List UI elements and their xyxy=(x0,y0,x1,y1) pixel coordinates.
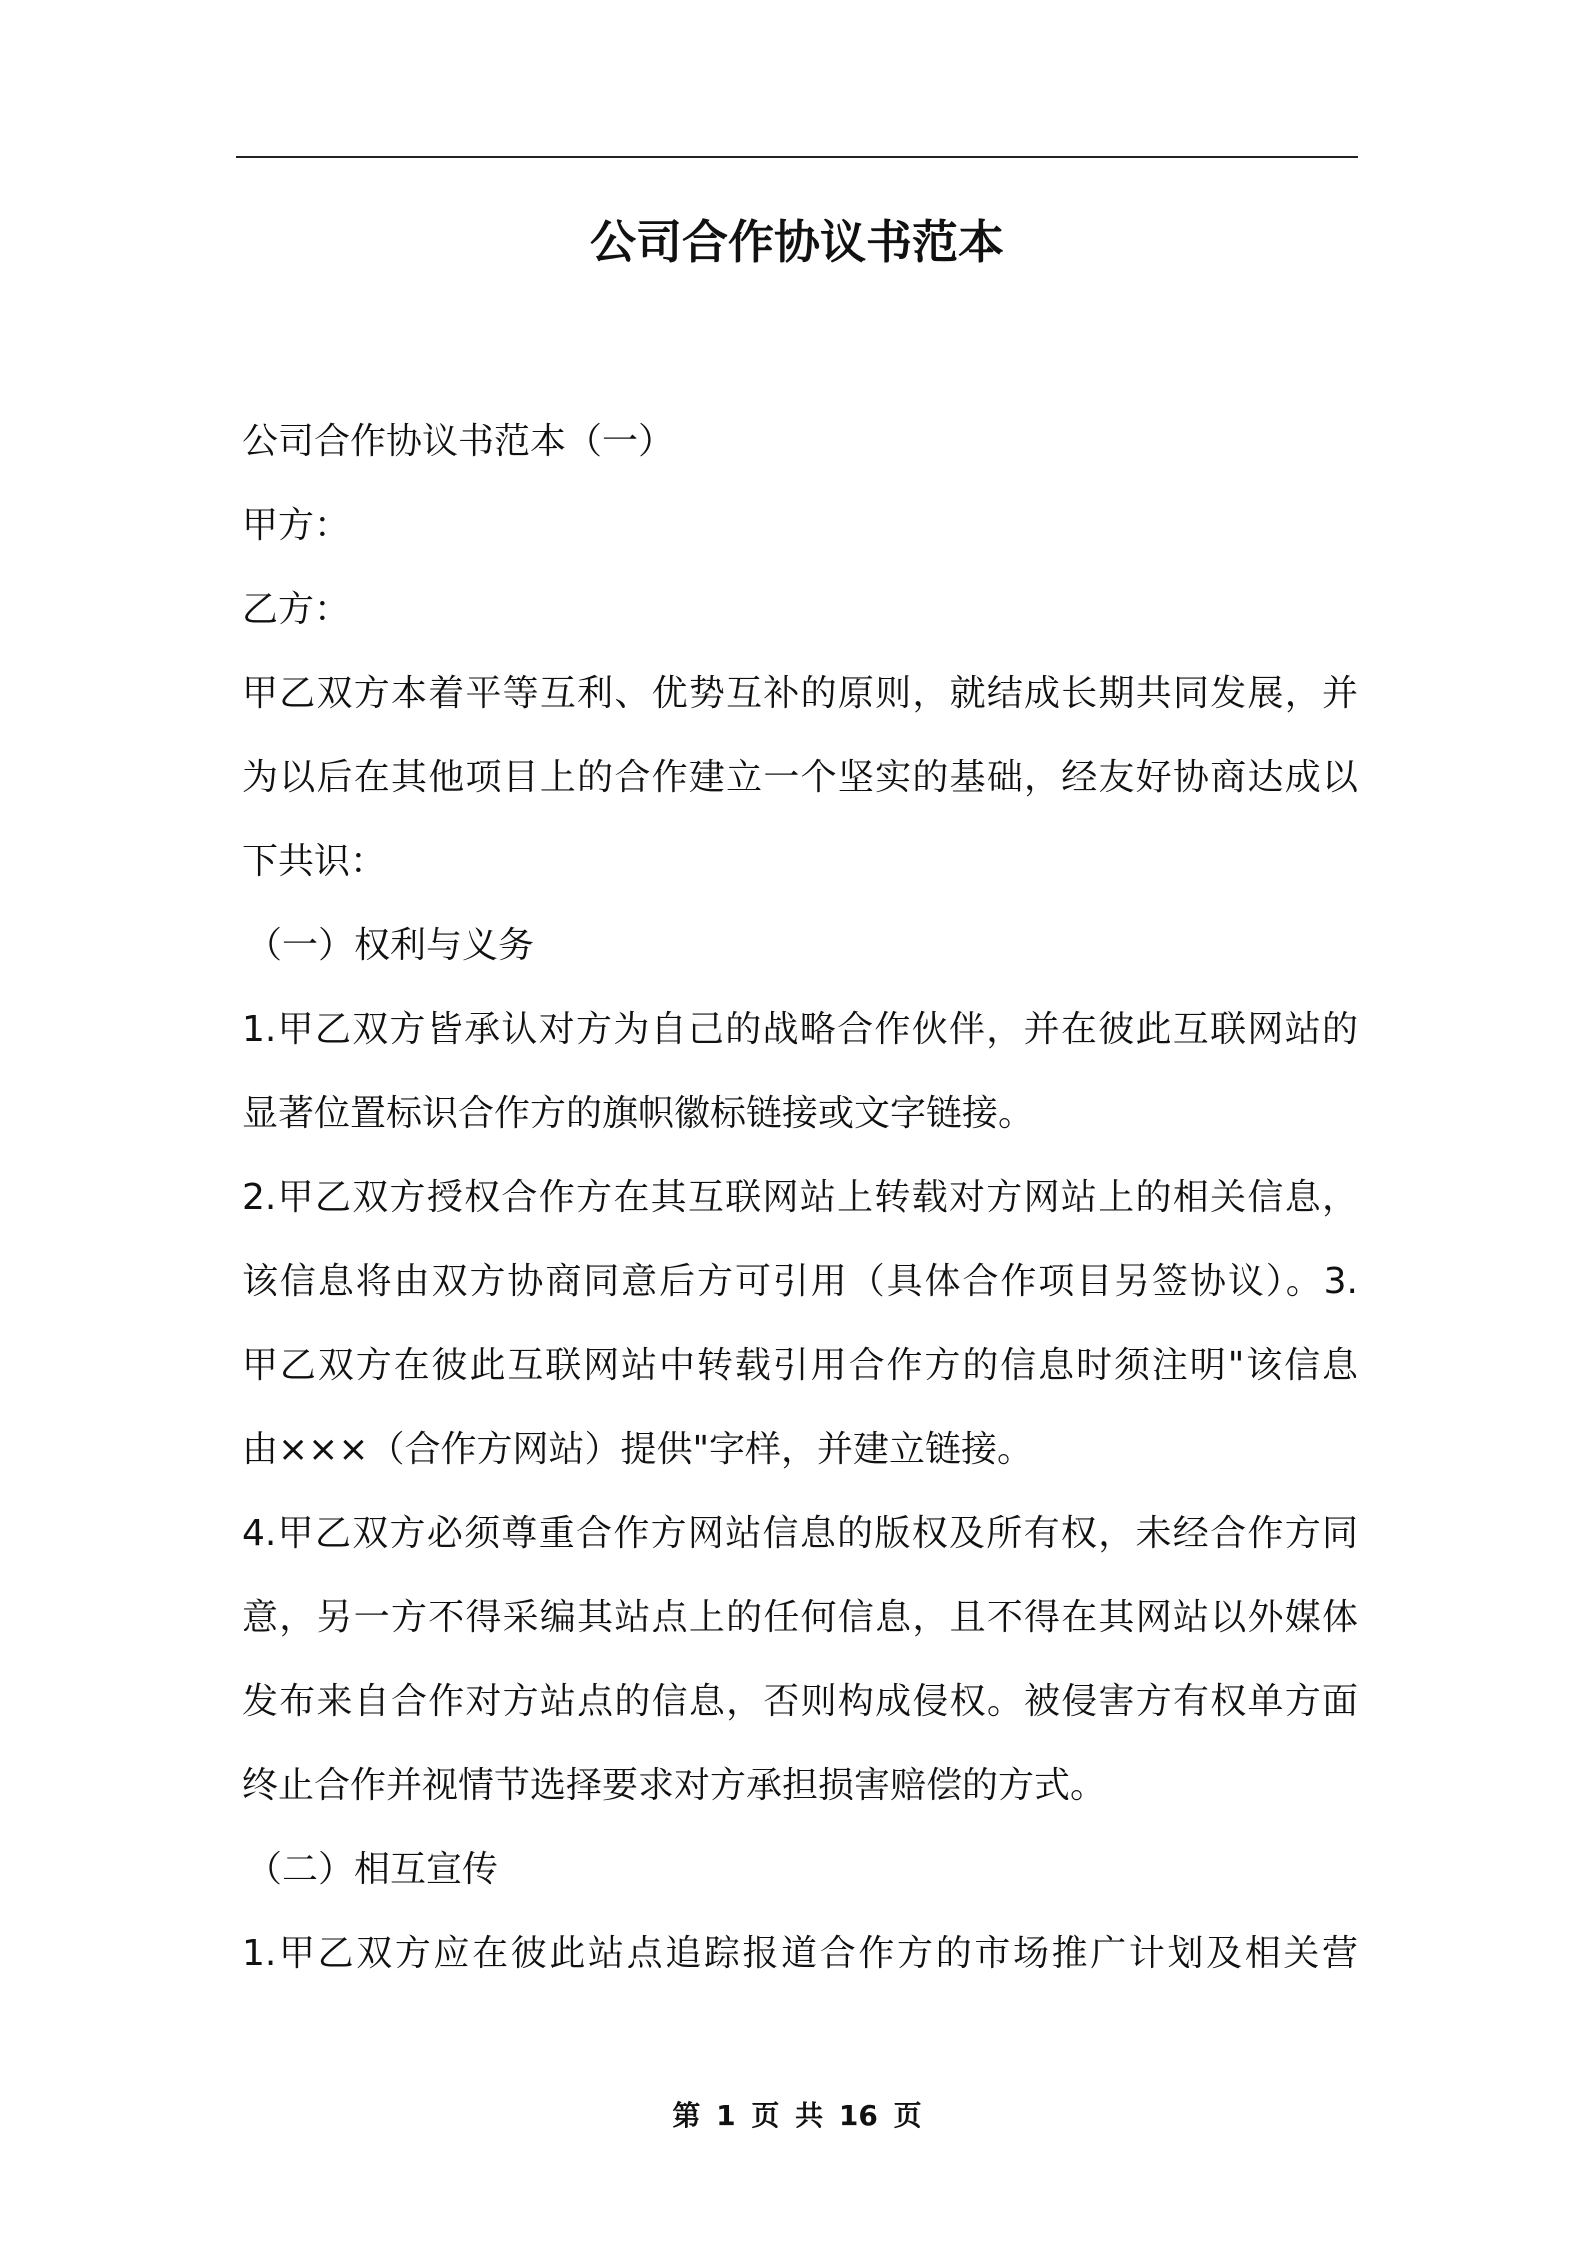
party-a-line: 甲方： xyxy=(242,505,351,546)
paragraph-line: 发布来自合作对方站点的信息，否则构成侵权。被侵害方有权单方面 xyxy=(242,1681,1358,1722)
paragraph-line: 1.甲乙双方应在彼此站点追踪报道合作方的市场推广计划及相关营 xyxy=(242,1933,1358,1974)
paragraph-line: 4.甲乙双方必须尊重合作方网站信息的版权及所有权，未经合作方同 xyxy=(242,1513,1358,1554)
section-heading-sample-one: 公司合作协议书范本（一） xyxy=(242,421,675,462)
paragraph-line: 甲乙双方本着平等互利、优势互补的原则，就结成长期共同发展，并 xyxy=(242,673,1358,714)
paragraph-line: 显著位置标识合作方的旗帜徽标链接或文字链接。 xyxy=(242,1093,1035,1134)
party-b-line: 乙方： xyxy=(242,589,351,630)
paragraph-line: 由×××（合作方网站）提供"字样，并建立链接。 xyxy=(242,1429,1034,1470)
paragraph-line: 下共识： xyxy=(242,841,387,882)
paragraph-line: 1.甲乙双方皆承认对方为自己的战略合作伙伴，并在彼此互联网站的 xyxy=(242,1009,1358,1050)
paragraph-line: 为以后在其他项目上的合作建立一个坚实的基础，经友好协商达成以 xyxy=(242,757,1358,798)
page-number-footer: 第 1 页 共 16 页 xyxy=(672,2099,922,2132)
paragraph-line: 该信息将由双方协商同意后方可引用（具体合作项目另签协议）。3. xyxy=(242,1261,1358,1302)
section-heading-rights: （一）权利与义务 xyxy=(246,925,535,966)
paragraph-line: 终止合作并视情节选择要求对方承担损害赔偿的方式。 xyxy=(242,1765,1107,1806)
paragraph-line: 2.甲乙双方授权合作方在其互联网站上转载对方网站上的相关信息， xyxy=(242,1177,1358,1218)
paragraph-line: 意，另一方不得采编其站点上的任何信息，且不得在其网站以外媒体 xyxy=(242,1597,1358,1638)
section-heading-promotion: （二）相互宣传 xyxy=(246,1849,499,1890)
document-title: 公司合作协议书范本 xyxy=(590,215,1004,269)
header-rule xyxy=(236,156,1358,158)
paragraph-line: 甲乙双方在彼此互联网站中转载引用合作方的信息时须注明"该信息 xyxy=(242,1345,1358,1386)
